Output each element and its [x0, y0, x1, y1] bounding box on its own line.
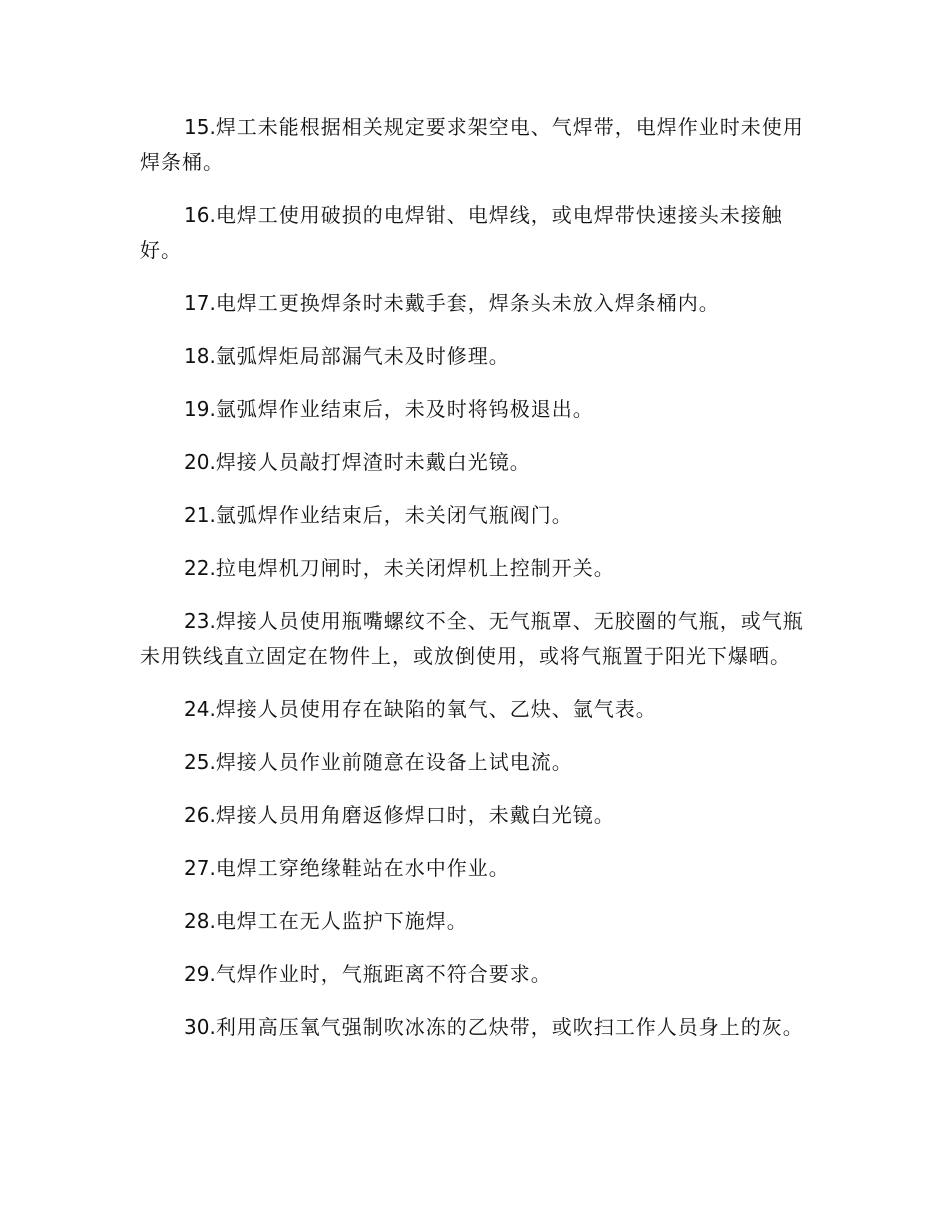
list-item	[140, 498, 810, 533]
list-item	[140, 392, 810, 427]
item-number: 23.	[184, 609, 216, 633]
item-text: 焊接人员作业前随意在设备上试电流。	[215, 750, 573, 774]
list-item	[140, 198, 810, 268]
list-item	[140, 339, 810, 374]
item-number: 29.	[184, 962, 216, 986]
item-text: 电焊工穿绝缘鞋站在水中作业。	[215, 856, 510, 880]
item-text: 拉电焊机刀闸时，未关闭焊机上控制开关。	[215, 556, 615, 580]
item-text: 焊接人员敲打焊渣时未戴白光镜。	[215, 450, 531, 474]
list-item	[140, 551, 810, 586]
list-item	[140, 851, 810, 886]
item-text: 焊接人员使用存在缺陷的氧气、乙炔、氩气表。	[215, 697, 657, 721]
item-text: 氩弧焊作业结束后，未关闭气瓶阀门。	[215, 503, 573, 527]
item-text: 气焊作业时，气瓶距离不符合要求。	[215, 962, 552, 986]
item-number: 15.	[184, 115, 216, 139]
list-item	[140, 445, 810, 480]
item-text: 氩弧焊作业结束后，未及时将钨极退出。	[215, 397, 594, 421]
list-item	[140, 110, 810, 180]
item-number: 21.	[184, 503, 216, 527]
item-text: 焊接人员使用瓶嘴螺纹不全、无气瓶罩、无胶圈的气瓶，或气瓶未用铁线直立固定在物件上，或放倒使用，或将气瓶置于阳光下爆晒。	[140, 609, 804, 668]
list-item	[140, 957, 810, 992]
item-number: 27.	[184, 856, 216, 880]
item-text: 利用高压氧气强制吹冰冻的乙炔带，或吹扫工作人员身上的灰。	[215, 1015, 804, 1039]
list-item	[140, 745, 810, 780]
item-text: 电焊工使用破损的电焊钳、电焊线，或电焊带快速接头未接触好。	[140, 203, 783, 262]
list-item	[140, 692, 810, 727]
item-number: 20.	[184, 450, 216, 474]
list-item	[140, 1010, 810, 1045]
item-text: 焊工未能根据相关规定要求架空电、气焊带，电焊作业时未使用焊条桶。	[140, 115, 804, 174]
item-number: 30.	[184, 1015, 216, 1039]
item-text: 氩弧焊炬局部漏气未及时修理。	[215, 344, 510, 368]
item-number: 24.	[184, 697, 216, 721]
item-text: 电焊工更换焊条时未戴手套，焊条头未放入焊条桶内。	[215, 291, 720, 315]
item-number: 28.	[184, 909, 216, 933]
item-text: 电焊工在无人监护下施焊。	[215, 909, 468, 933]
list-item	[140, 604, 810, 674]
item-text: 焊接人员用角磨返修焊口时，未戴白光镜。	[215, 803, 615, 827]
list-item	[140, 904, 810, 939]
list-item	[140, 798, 810, 833]
item-number: 26.	[184, 803, 216, 827]
item-number: 17.	[184, 291, 216, 315]
document-body	[140, 110, 810, 1063]
item-number: 18.	[184, 344, 216, 368]
list-item	[140, 286, 810, 321]
item-number: 25.	[184, 750, 216, 774]
item-number: 19.	[184, 397, 216, 421]
item-number: 22.	[184, 556, 216, 580]
item-number: 16.	[184, 203, 216, 227]
